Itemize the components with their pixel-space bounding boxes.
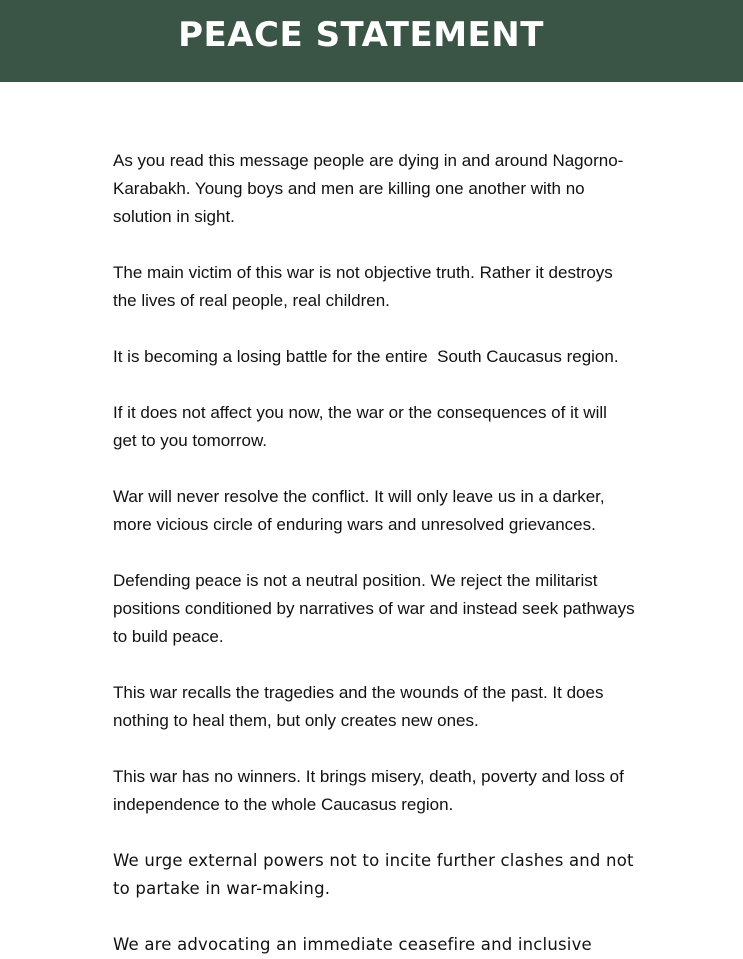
paragraph-7: This war recalls the tragedies and the wounds of the past. It does nothing to heal them, but only creates new ones.: [113, 683, 604, 730]
paragraph-2: The main victim of this war is not objective truth. Rather it destroys the lives of real people, real children.: [113, 263, 613, 310]
paragraph-8: This war has no winners. It brings misery, death, poverty and loss of independence to the whole Caucasus region.: [113, 767, 624, 814]
paragraph-6: Defending peace is not a neutral position. We reject the militarist positions conditioned by narratives of war and instead seek pathways to build peace.: [113, 571, 635, 646]
paragraph-3: It is becoming a losing battle for the entire South Caucasus region.: [113, 347, 619, 366]
paragraph-9: We urge external powers not to incite further clashes and not to partake in war-making.: [113, 851, 634, 898]
statement-body: [113, 147, 673, 959]
header-banner: [0, 0, 743, 82]
paragraph-4: If it does not affect you now, the war or the consequences of it will get to you tomorrow.: [113, 403, 607, 450]
paragraph-1: As you read this message people are dying in and around Nagorno- Karabakh. Young boys and men are killing one another with no solution in sight.: [113, 151, 624, 226]
page-title: PEACE STATEMENT: [178, 15, 544, 55]
paragraph-10: We are advocating an immediate ceasefire and inclusive: [113, 935, 592, 954]
paragraph-5: War will never resolve the conflict. It will only leave us in a darker, more vicious circle of enduring wars and unresolved grievances.: [113, 487, 605, 534]
